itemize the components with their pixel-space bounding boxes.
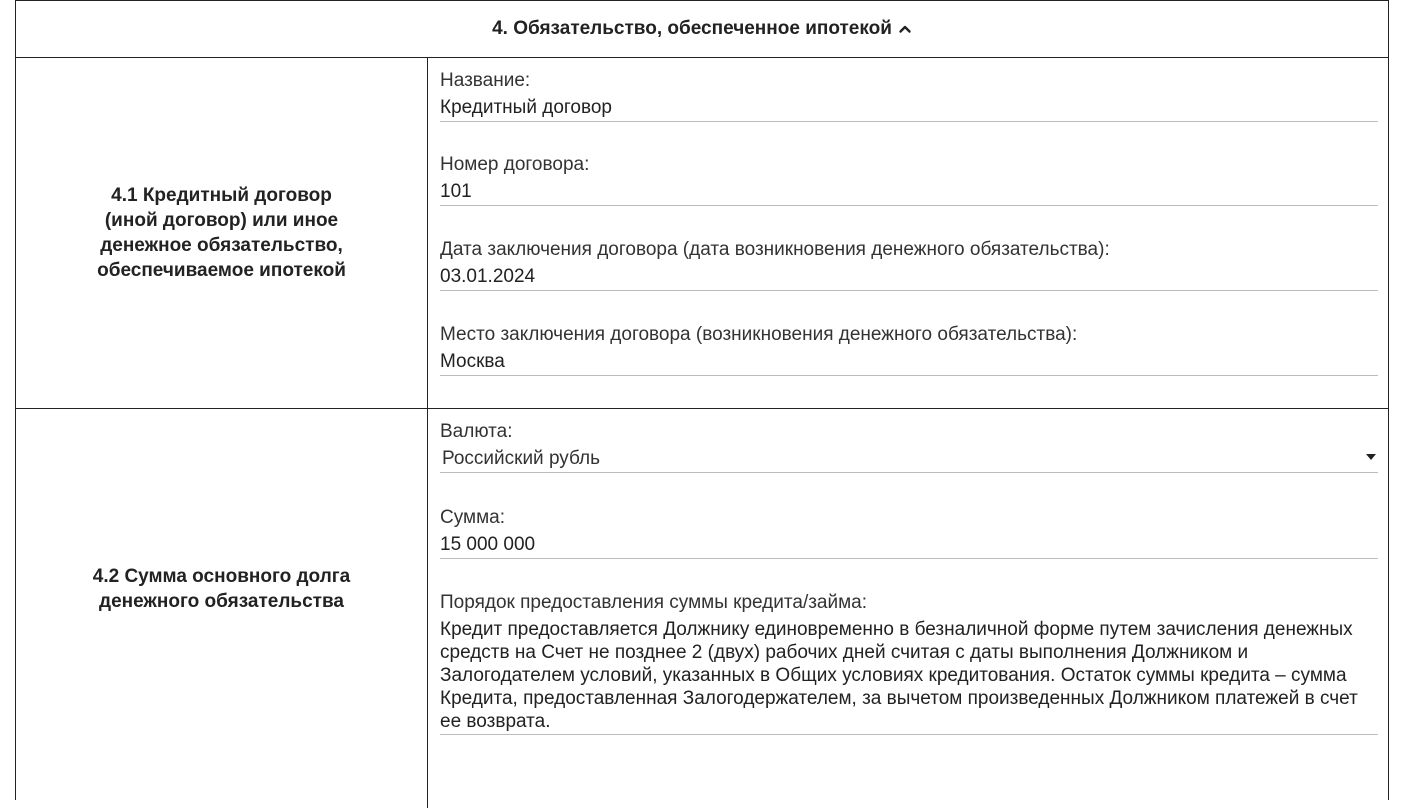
- field-number-label: Номер договора:: [440, 154, 590, 175]
- section-title: 4. Обязательство, обеспеченное ипотекой: [492, 18, 892, 39]
- procedure-textarea[interactable]: Кредит предоставляется Должнику единовременно в безналичной форме путем зачисления денежных средств на Счет не позднее 2 (двух) рабочих дней считая с даты выполнения Должником и Залогодателем условий, указанных в Общих условиях кредитования. Остаток суммы кредита – сумма Кредита, предоставленная Залогодержателем, за вычетом произведенных Должником платежей в счет ее возврата.: [440, 618, 1378, 735]
- row-credit-agreement: [16, 58, 1388, 409]
- currency-select[interactable]: [440, 447, 1378, 473]
- mortgage-obligation-form: [15, 0, 1389, 800]
- field-currency-label: Валюта:: [440, 421, 513, 442]
- field-date: [440, 239, 1378, 291]
- field-amount: [440, 507, 1378, 559]
- row-label-4-1: 4.1 Кредитный договор (иной договор) или иное денежное обязательство, обеспечиваемое ипотекой: [16, 58, 428, 408]
- field-number: [440, 154, 1378, 206]
- field-currency: [440, 421, 1378, 473]
- contract-date-input[interactable]: 03.01.2024: [440, 265, 1378, 291]
- field-date-label: Дата заключения договора (дата возникновения денежного обязательства):: [440, 239, 1110, 260]
- name-input[interactable]: Кредитный договор: [440, 96, 1378, 122]
- chevron-up-icon: [898, 22, 912, 36]
- contract-place-input[interactable]: Москва: [440, 350, 1378, 376]
- contract-number-input[interactable]: 101: [440, 180, 1378, 206]
- field-procedure-label: Порядок предоставления суммы кредита/займа:: [440, 592, 868, 613]
- row-principal-amount: [16, 408, 1388, 808]
- section-header-toggle[interactable]: [16, 0, 1388, 58]
- row-label-4-2: 4.2 Сумма основного долга денежного обязательства: [16, 408, 428, 808]
- field-name: [440, 70, 1378, 122]
- amount-input[interactable]: 15 000 000: [440, 533, 1378, 559]
- field-procedure: [440, 592, 1378, 735]
- caret-down-icon: [1366, 454, 1376, 460]
- field-name-label: Название:: [440, 70, 531, 91]
- field-amount-label: Сумма:: [440, 507, 505, 528]
- currency-selected-value: Российский рубль: [442, 448, 601, 469]
- field-place-label: Место заключения договора (возникновения денежного обязательства):: [440, 324, 1078, 345]
- field-place: [440, 324, 1378, 376]
